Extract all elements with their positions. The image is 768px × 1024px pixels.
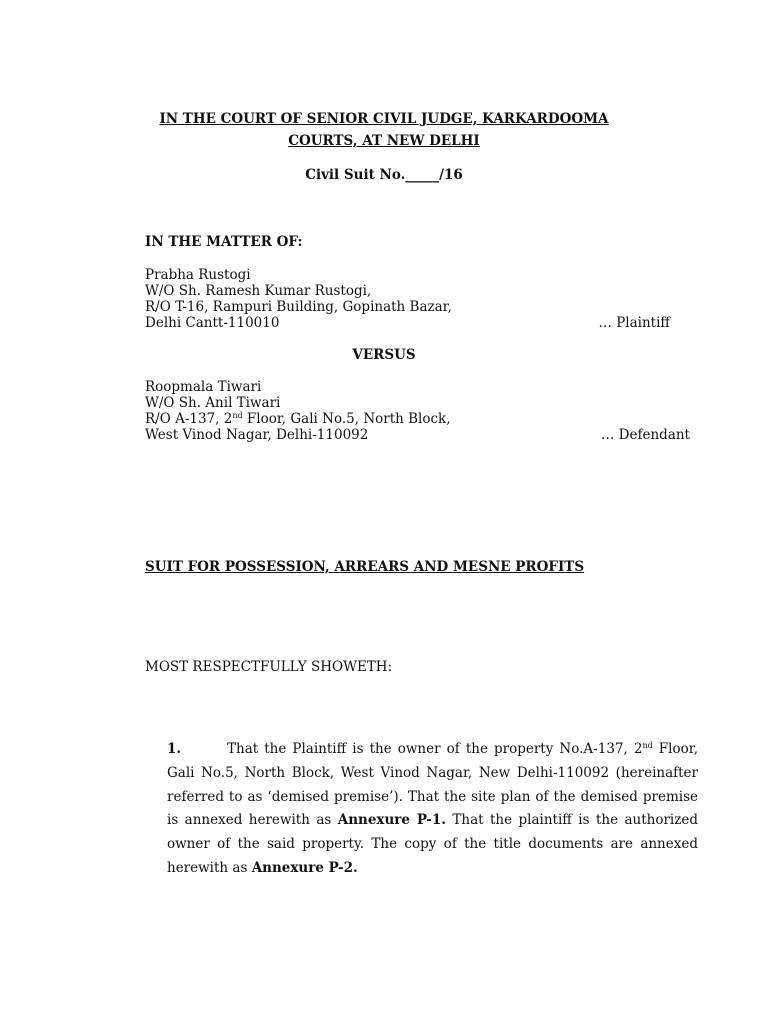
defendant-address-line-2: West Vinod Nagar, Delhi-110092 bbox=[145, 427, 369, 443]
civil-suit-number: Civil Suit No._____/16 bbox=[305, 167, 463, 183]
suit-title: SUIT FOR POSSESSION, ARREARS AND MESNE PROFITS bbox=[145, 559, 585, 575]
defendant-address-line-1: R/O A-137, 2nd Floor, Gali No.5, North Block, bbox=[145, 411, 451, 427]
annexure-p1: Annexure P-1. bbox=[337, 812, 446, 829]
paragraph-number: 1. bbox=[167, 741, 182, 757]
plaintiff-relation: W/O Sh. Ramesh Kumar Rustogi, bbox=[145, 283, 372, 299]
plaintiff-address-line-2: Delhi Cantt-110010 bbox=[145, 315, 280, 331]
plaintiff-address-line-1: R/O T-16, Rampuri Building, Gopinath Bazar, bbox=[145, 299, 452, 315]
versus-label: VERSUS bbox=[352, 347, 416, 363]
showeth-heading: MOST RESPECTFULLY SHOWETH: bbox=[145, 659, 393, 675]
defendant-name: Roopmala Tiwari bbox=[145, 379, 262, 395]
paragraph-1: 1. That the Plaintiff is the owner of the property No.A-137, 2nd Floor, Gali No.5, North Block, West Vinod Nagar, New Delhi-110092 (hereinafter referred to as ‘demised premise’). That the site plan of the demised premise is annexed herewith as Annexure P-1. That the plaintiff is the authorized owner of the said property. The copy of the title documents are annexed herewith as Annexure P-2. bbox=[167, 738, 698, 881]
court-heading-line-2: COURTS, AT NEW DELHI bbox=[288, 133, 480, 149]
defendant-role: … Defendant bbox=[600, 427, 690, 443]
defendant-relation: W/O Sh. Anil Tiwari bbox=[145, 395, 281, 411]
plaintiff-name: Prabha Rustogi bbox=[145, 267, 251, 283]
annexure-p2: Annexure P-2. bbox=[251, 859, 358, 876]
court-heading-line-1: IN THE COURT OF SENIOR CIVIL JUDGE, KARKARDOOMA bbox=[159, 111, 609, 127]
matter-heading: IN THE MATTER OF: bbox=[145, 234, 303, 250]
plaintiff-role: … Plaintiff bbox=[598, 315, 670, 331]
